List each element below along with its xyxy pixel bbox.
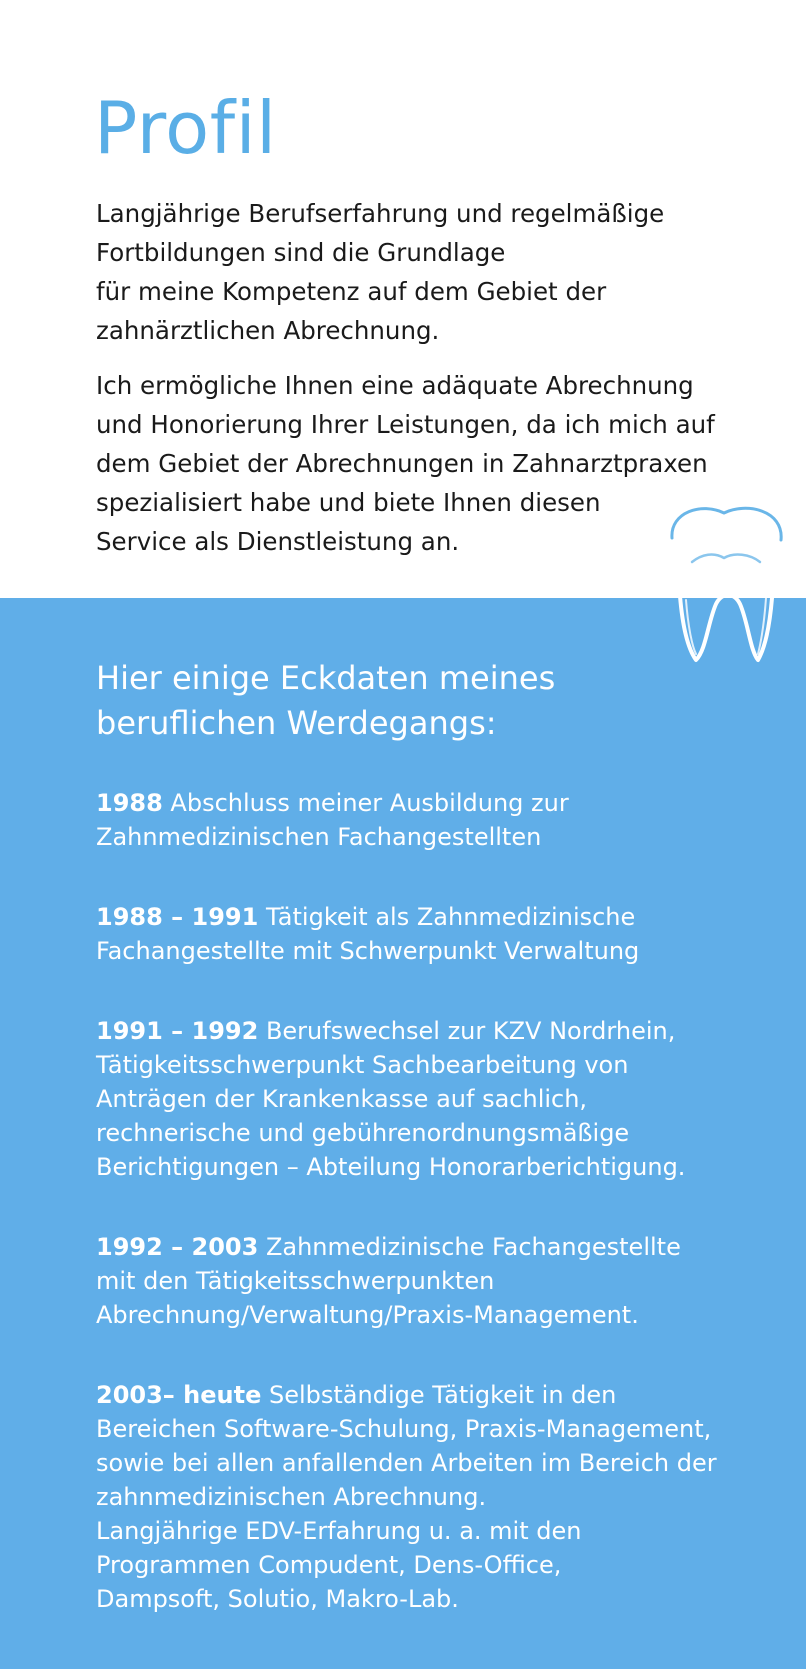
timeline-text: Selbständige Tätigkeit in den Bereichen Software-Schulung, Praxis-Management, sowie bei allen anfallenden Arbeiten im Bereich der zahnmedizinischen Abrechnung. Langjährige EDV-Erfahrung u. a. mit den Programmen Compudent, Dens-Office, Dampsoft, Solutio, Makro-Lab.	[96, 1381, 717, 1613]
timeline-year: 1991 – 1992	[96, 1017, 259, 1045]
timeline-entry	[96, 900, 796, 968]
timeline-text: Zahnmedizinische Fachangestellte mit den Tätigkeitsschwerpunkten Abrechnung/Verwaltung/Praxis-Management.	[96, 1233, 681, 1329]
timeline-text: Abschluss meiner Ausbildung zur Zahnmedizinischen Fachangestellten	[96, 789, 569, 851]
timeline-year: 1988	[96, 789, 163, 817]
intro-paragraph-1: Langjährige Berufserfahrung und regelmäßige Fortbildungen sind die Grundlage für meine Kompetenz auf dem Gebiet der zahnärztlichen Abrechnung.	[96, 199, 665, 345]
career-timeline	[96, 786, 796, 1616]
timeline-entry	[96, 786, 796, 854]
timeline-entry	[96, 1378, 796, 1616]
timeline-text: Berufswechsel zur KZV Nordrhein, Tätigkeitsschwerpunkt Sachbearbeitung von Anträgen der Krankenkasse auf sachlich, rechnerische und gebührenordnungsmäßige Berichtigungen – Abteilung Honorarberichtigung.	[96, 1017, 686, 1181]
timeline-entry	[96, 1230, 796, 1332]
timeline-year: 1988 – 1991	[96, 903, 259, 931]
career-heading: Hier einige Eckdaten meines beruflichen Werdegangs:	[96, 659, 556, 742]
tooth-icon	[662, 500, 792, 665]
timeline-year: 2003– heute	[96, 1381, 262, 1409]
intro-paragraph-2: Ich ermögliche Ihnen eine adäquate Abrechnung und Honorierung Ihrer Leistungen, da ich mich auf dem Gebiet der Abrechnungen in Zahnarztpraxen spezialisiert habe und biete Ihnen diesen Service als Dienstleistung an.	[96, 371, 715, 556]
timeline-text: Tätigkeit als Zahnmedizinische Fachangestellte mit Schwerpunkt Verwaltung	[96, 903, 640, 965]
page-title: Profil	[94, 86, 277, 170]
timeline-year: 1992 – 2003	[96, 1233, 259, 1261]
timeline-entry	[96, 1014, 796, 1184]
